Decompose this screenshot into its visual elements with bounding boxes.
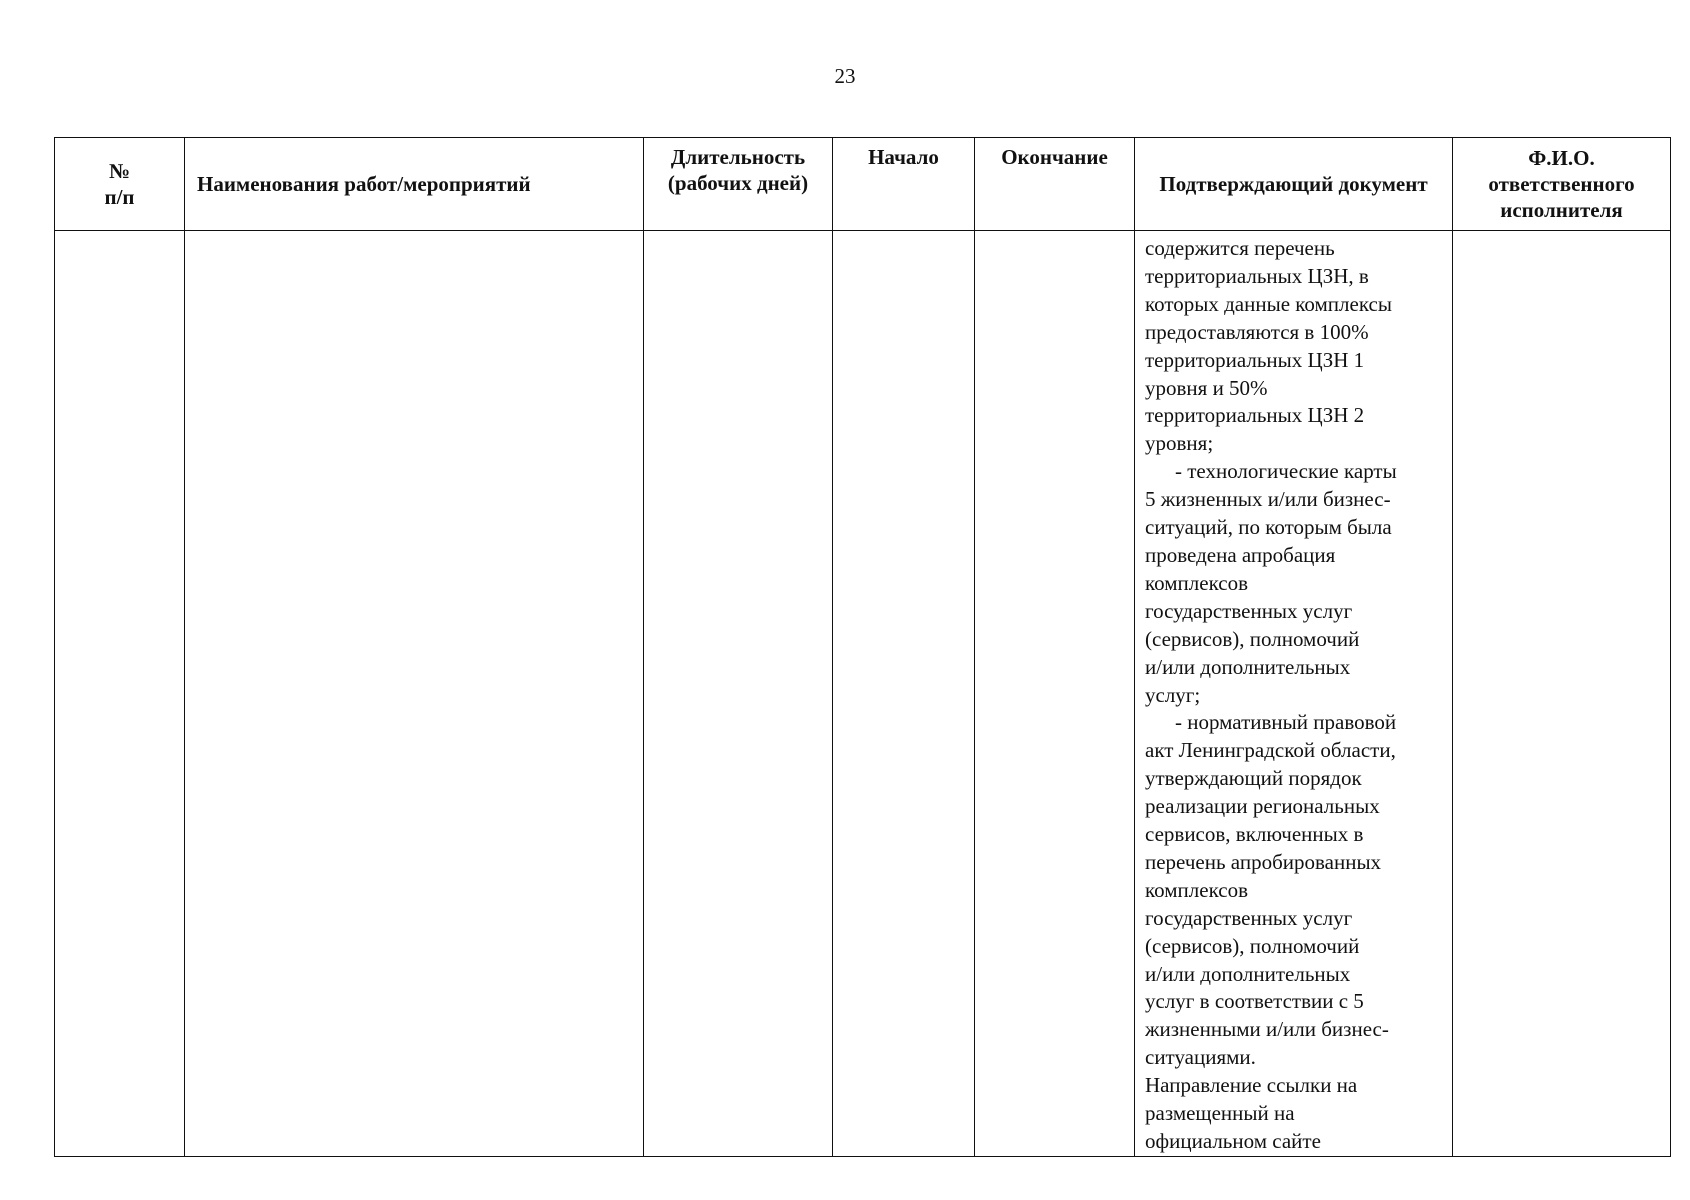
header-responsible-label: Ф.И.О. ответственного исполнителя [1488,146,1635,222]
document-text-line: утверждающий порядок [1145,766,1362,791]
page-number: 23 [834,64,856,88]
header-duration-label: Длительность (рабочих дней) [667,145,809,195]
document-text-line: содержится перечень [1145,236,1335,260]
header-work-name-label: Наименования работ/мероприятий [197,172,531,196]
document-text-line: (сервисов), полномочий [1145,626,1360,651]
table-row [55,231,1671,1157]
cell-start [833,231,975,1157]
document-text-line: территориальных ЦЗН, в [1145,263,1369,288]
document-text-line: территориальных ЦЗН 1 [1145,347,1365,372]
document-text-line: реализации региональных [1145,794,1380,819]
cell-end [975,231,1135,1157]
cell-document [1135,231,1453,1157]
header-end-label: Окончание [1001,145,1108,169]
header-end [975,138,1135,231]
header-duration [644,138,833,231]
document-text-line: Направление ссылки на [1145,1073,1358,1098]
header-document [1135,138,1453,231]
document-text-line: государственных услуг [1145,905,1353,930]
document-text-line: - нормативный правовой [1175,710,1397,735]
document-text-line: размещенный на [1145,1101,1295,1126]
document-text-line: территориальных ЦЗН 2 [1145,403,1365,428]
document-text-line: официальном сайте [1145,1129,1321,1153]
cell-number [55,231,185,1157]
document-text-line: жизненными и/или бизнес- [1145,1017,1389,1042]
header-start [833,138,975,231]
document-text-line: проведена апробация [1145,542,1336,567]
document-text-line: уровня; [1145,431,1214,456]
header-work-name [185,138,644,231]
document-text-line: и/или дополнительных [1145,654,1351,679]
cell-duration [644,231,833,1157]
document-text-line: - технологические карты [1175,459,1397,484]
header-document-label: Подтверждающий документ [1159,172,1428,196]
document-text-line: акт Ленинградской области, [1145,738,1396,763]
work-schedule-table [54,137,1671,1157]
document-text-line: предоставляются в 100% [1145,319,1369,344]
cell-responsible [1453,231,1671,1157]
document-text-line: государственных услуг [1145,598,1353,623]
document-text-line: перечень апробированных [1145,849,1382,874]
document-text [1145,235,1444,1156]
cell-work-name [185,231,644,1157]
document-text-line: (сервисов), полномочий [1145,933,1360,958]
document-text-line: уровня и 50% [1145,375,1268,400]
document-text-line: ситуаций, по которым была [1145,515,1392,540]
header-responsible [1453,138,1671,231]
document-text-line: услуг в соответствии с 5 [1145,989,1364,1014]
header-number [55,138,185,231]
table-header-row [55,138,1671,231]
header-start-label: Начало [868,145,939,169]
document-text-line: услуг; [1145,682,1201,707]
document-text-line: и/или дополнительных [1145,961,1351,986]
document-text-line: которых данные комплексы [1145,291,1392,316]
document-text-line: 5 жизненных и/или бизнес- [1145,487,1391,512]
document-text-line: сервисов, включенных в [1145,822,1364,847]
document-text-line: комплексов [1145,877,1248,902]
document-text-line: комплексов [1145,570,1248,595]
document-text-line: ситуациями. [1145,1045,1256,1070]
header-number-label: № п/п [104,159,135,209]
